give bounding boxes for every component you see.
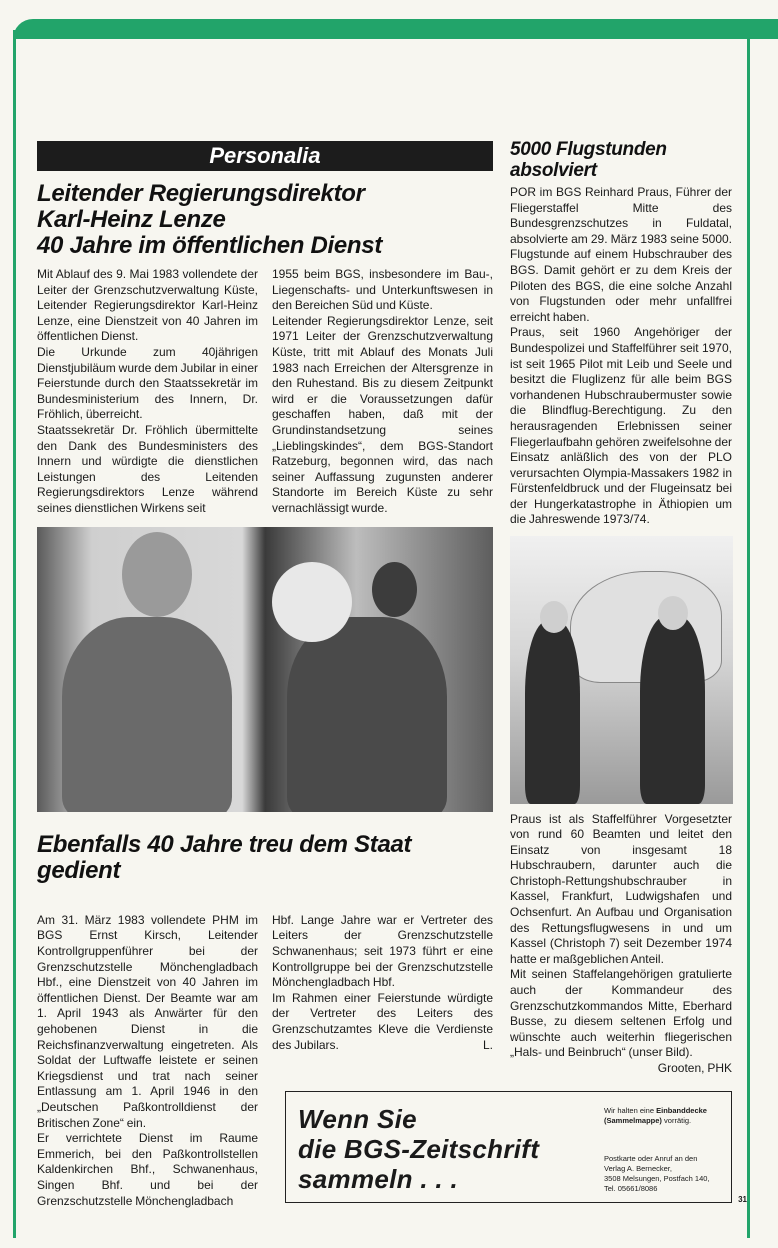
ad-headline-line: Wenn Sie xyxy=(298,1103,417,1134)
headline-line: 5000 Flugstunden xyxy=(510,139,667,160)
green-frame-left xyxy=(13,30,16,1238)
article-headline-lenze xyxy=(37,181,493,259)
ad-binder-note xyxy=(604,1106,729,1126)
address-line: Postkarte oder Anruf an den xyxy=(604,1153,698,1163)
section-banner: Personalia xyxy=(37,141,493,171)
paragraph: Praus, seit 1960 Angehöriger der Bundespolizei und Staffelführer seit 1970, ist seit 1965 Pilot mit Leib und Seele und besitzt die Fluglizenz für alle beim BGS vorhandenen Hubschraubermuster sowie die Blindflug-Berechtigung. Zu den herausragenden Erlebnissen seiner Fliegerlaufbahn gehören zweifelsohne der Einsatz anläßlich des von der PLO verursachten Olympia-Massakers 1982 in Fürstenfeldbruck und der Flugeinsatz bei der Hungerkatastrophe in Äthiopien um die Jahreswende 1973/74. xyxy=(510,325,732,527)
kirsch-column-1 xyxy=(37,913,258,1218)
address-line: Verlag A. Bernecker, xyxy=(604,1163,672,1173)
subscription-ad-box xyxy=(285,1091,747,1204)
ad-note-bold: Einbanddecke (Sammelmappe) xyxy=(604,1105,707,1125)
article-headline-kirsch xyxy=(37,832,493,907)
byline: L. xyxy=(482,1037,493,1052)
paragraph: Die Urkunde zum 40jährigen Dienstjubiläum wurde dem Jubilar in einer Feierstunde durch den Staatssekretär im Bundesministerium des Innern, Dr. Fröhlich, überreicht. xyxy=(37,344,258,422)
paragraph: Mit Ablauf des 9. Mai 1983 vollendete der Leiter der Grenzschutzverwaltung Küste, Leitender Regierungsdirektor Karl-Heinz Lenze, eine Dienstzeit von 40 Jahren im öffentlichen Dienst. xyxy=(37,267,258,344)
headline-line: 40 Jahre im öffentlichen Dienst xyxy=(37,232,383,259)
ad-note-text: Wir halten eine xyxy=(604,1105,657,1115)
paragraph: Hbf. Lange Jahre war er Vertreter des Leiters der Grenzschutzstelle Schwanenhaus; seit 1973 führt er eine Kontrollgruppe bei der Grenzschutzstelle Mönchengladbach Hbf. xyxy=(272,912,493,990)
photo-certificate-handover xyxy=(37,527,493,812)
ad-headline-line: die BGS-Zeitschrift xyxy=(298,1133,540,1164)
kirsch-column-2 xyxy=(272,913,493,1077)
flugstunden-text-bottom xyxy=(510,812,732,1077)
ad-address xyxy=(604,1154,729,1194)
paragraph: Er verrichtete Dienst im Raume Emmerich, bei den Paßkontrollstellen Kaldenkirchen Bhf., Schwanenhaus, Singen Bhf. und bei der Grenzschutzstelle Mönchengladbach xyxy=(37,1131,258,1208)
address-line: Tel. 05661/8086 xyxy=(604,1183,658,1193)
frame-corner xyxy=(16,39,36,59)
photo-helicopter-handshake xyxy=(510,536,733,804)
ad-headline-line: sammeln . . . xyxy=(298,1163,458,1194)
paragraph: POR im BGS Reinhard Praus, Führer der Fliegerstaffel Mitte des Bundesgrenzschutzes in Fuldatal, absolvierte am 29. März 1983 seine 5000. Flugstunde auf einem Hubschrauber des BGS. Damit gehört er zu dem Kreis der Piloten des BGS, die eine solche Anzahl von Flugstunden oder mehr unfallfrei erreicht haben. xyxy=(510,185,732,324)
paragraph: Leitender Regierungsdirektor Lenze, seit 1971 Leiter der Grenzschutzverwaltung Küste, tritt mit Ablauf des Monats Juli 1983 nach Erreichen der Altersgrenze in den Ruhestand. Bis zu diesem Zeitpunkt wird er die Voraussetzungen dafür geschaffen haben, daß mit der Grundinstandsetzung seines „Lieblingskindes“, dem BGS-Standort Ratzeburg, begonnen wird, das nach seiner Auffassung zugunsten anderer Standorte im Bereich Küste zu sehr vernachlässigt wurde. xyxy=(272,313,493,515)
flugstunden-text-top xyxy=(510,185,732,528)
ad-note-text: vorrätig. xyxy=(661,1115,692,1125)
paragraph: Mit seinen Staffelangehörigen gratulierte auch der Kommandeur des Grenzschutzkommandos Mitte, Eberhard Busse, zu diesem seltenen Erfolg und wünschte auch weiterhin fliegerischen „Hals- und Beinbruch“ (unser Bild). xyxy=(510,967,732,1060)
article-headline-flugstunden xyxy=(510,139,732,181)
ad-headline xyxy=(298,1104,539,1194)
paragraph: Staatssekretär Dr. Fröhlich übermittelte den Dank des Bundesministers des Innern und würdigte die dienstlichen Leistungen des Leitenden Regierungsdirektors Lenze während seines dienstlichen Wirkens seit xyxy=(37,422,258,515)
address-line: 3508 Melsungen, Postfach 140, xyxy=(604,1173,710,1183)
page-number: 31 xyxy=(738,1194,747,1204)
headline-line: Leitender Regierungsdirektor xyxy=(37,180,365,207)
lenze-column-2 xyxy=(272,267,493,517)
headline-line: Ebenfalls 40 Jahre treu dem Staat xyxy=(37,830,412,858)
paragraph: Praus ist als Staffelführer Vorgesetzter von rund 60 Beamten und leitet den Einsatz von insgesamt 18 Hubschraubern, darunter auch die Christoph-Rettungshubschrauber in Kassel, Frankfurt, Ludwigshafen und Ochsenfurt. An Aufbau und Organisation des Rettungsflugwesens in und um Kassel (Christoph 7) seit Dezember 1974 hatte er maßgeblichen Anteil. xyxy=(510,811,732,966)
byline: Grooten, PHK xyxy=(657,1061,732,1075)
green-frame-right xyxy=(747,30,750,1238)
headline-line: absolviert xyxy=(510,160,597,181)
page-layout xyxy=(37,0,747,1248)
flugstunden-top xyxy=(510,139,732,812)
lenze-column-1 xyxy=(37,267,258,517)
headline-line: gedient xyxy=(37,856,121,884)
paragraph: 1955 beim BGS, insbesondere im Bau-, Liegenschafts- und Unterkunftswesen in den Bereichen Süd und Küste. xyxy=(272,267,493,313)
paragraph: Am 31. März 1983 vollendete PHM im BGS Ernst Kirsch, Leitender Kontrollgruppenführer bei der Grenzschutzstelle Mönchengladbach Hbf., eine Dienstzeit von 40 Jahren im öffentlichen Dienst. Der Beamte war am 1. April 1943 als Anwärter für den gehobenen Dienst in die Reichsfinanzverwaltung eingetreten. Als Soldat der Luftwaffe leistete er seinen Kriegsdienst und trat nach seiner Entlassung am 1. April 1946 in den „Deutschen Paßkontrolldienst der Britischen Zone“ ein. xyxy=(37,912,258,1130)
paragraph: Im Rahmen einer Feierstunde würdigte der Vertreter des Leiters des Grenzschutzamtes Kleve die Verdienste des Jubilars. xyxy=(272,990,493,1052)
headline-line: Karl-Heinz Lenze xyxy=(37,206,226,233)
